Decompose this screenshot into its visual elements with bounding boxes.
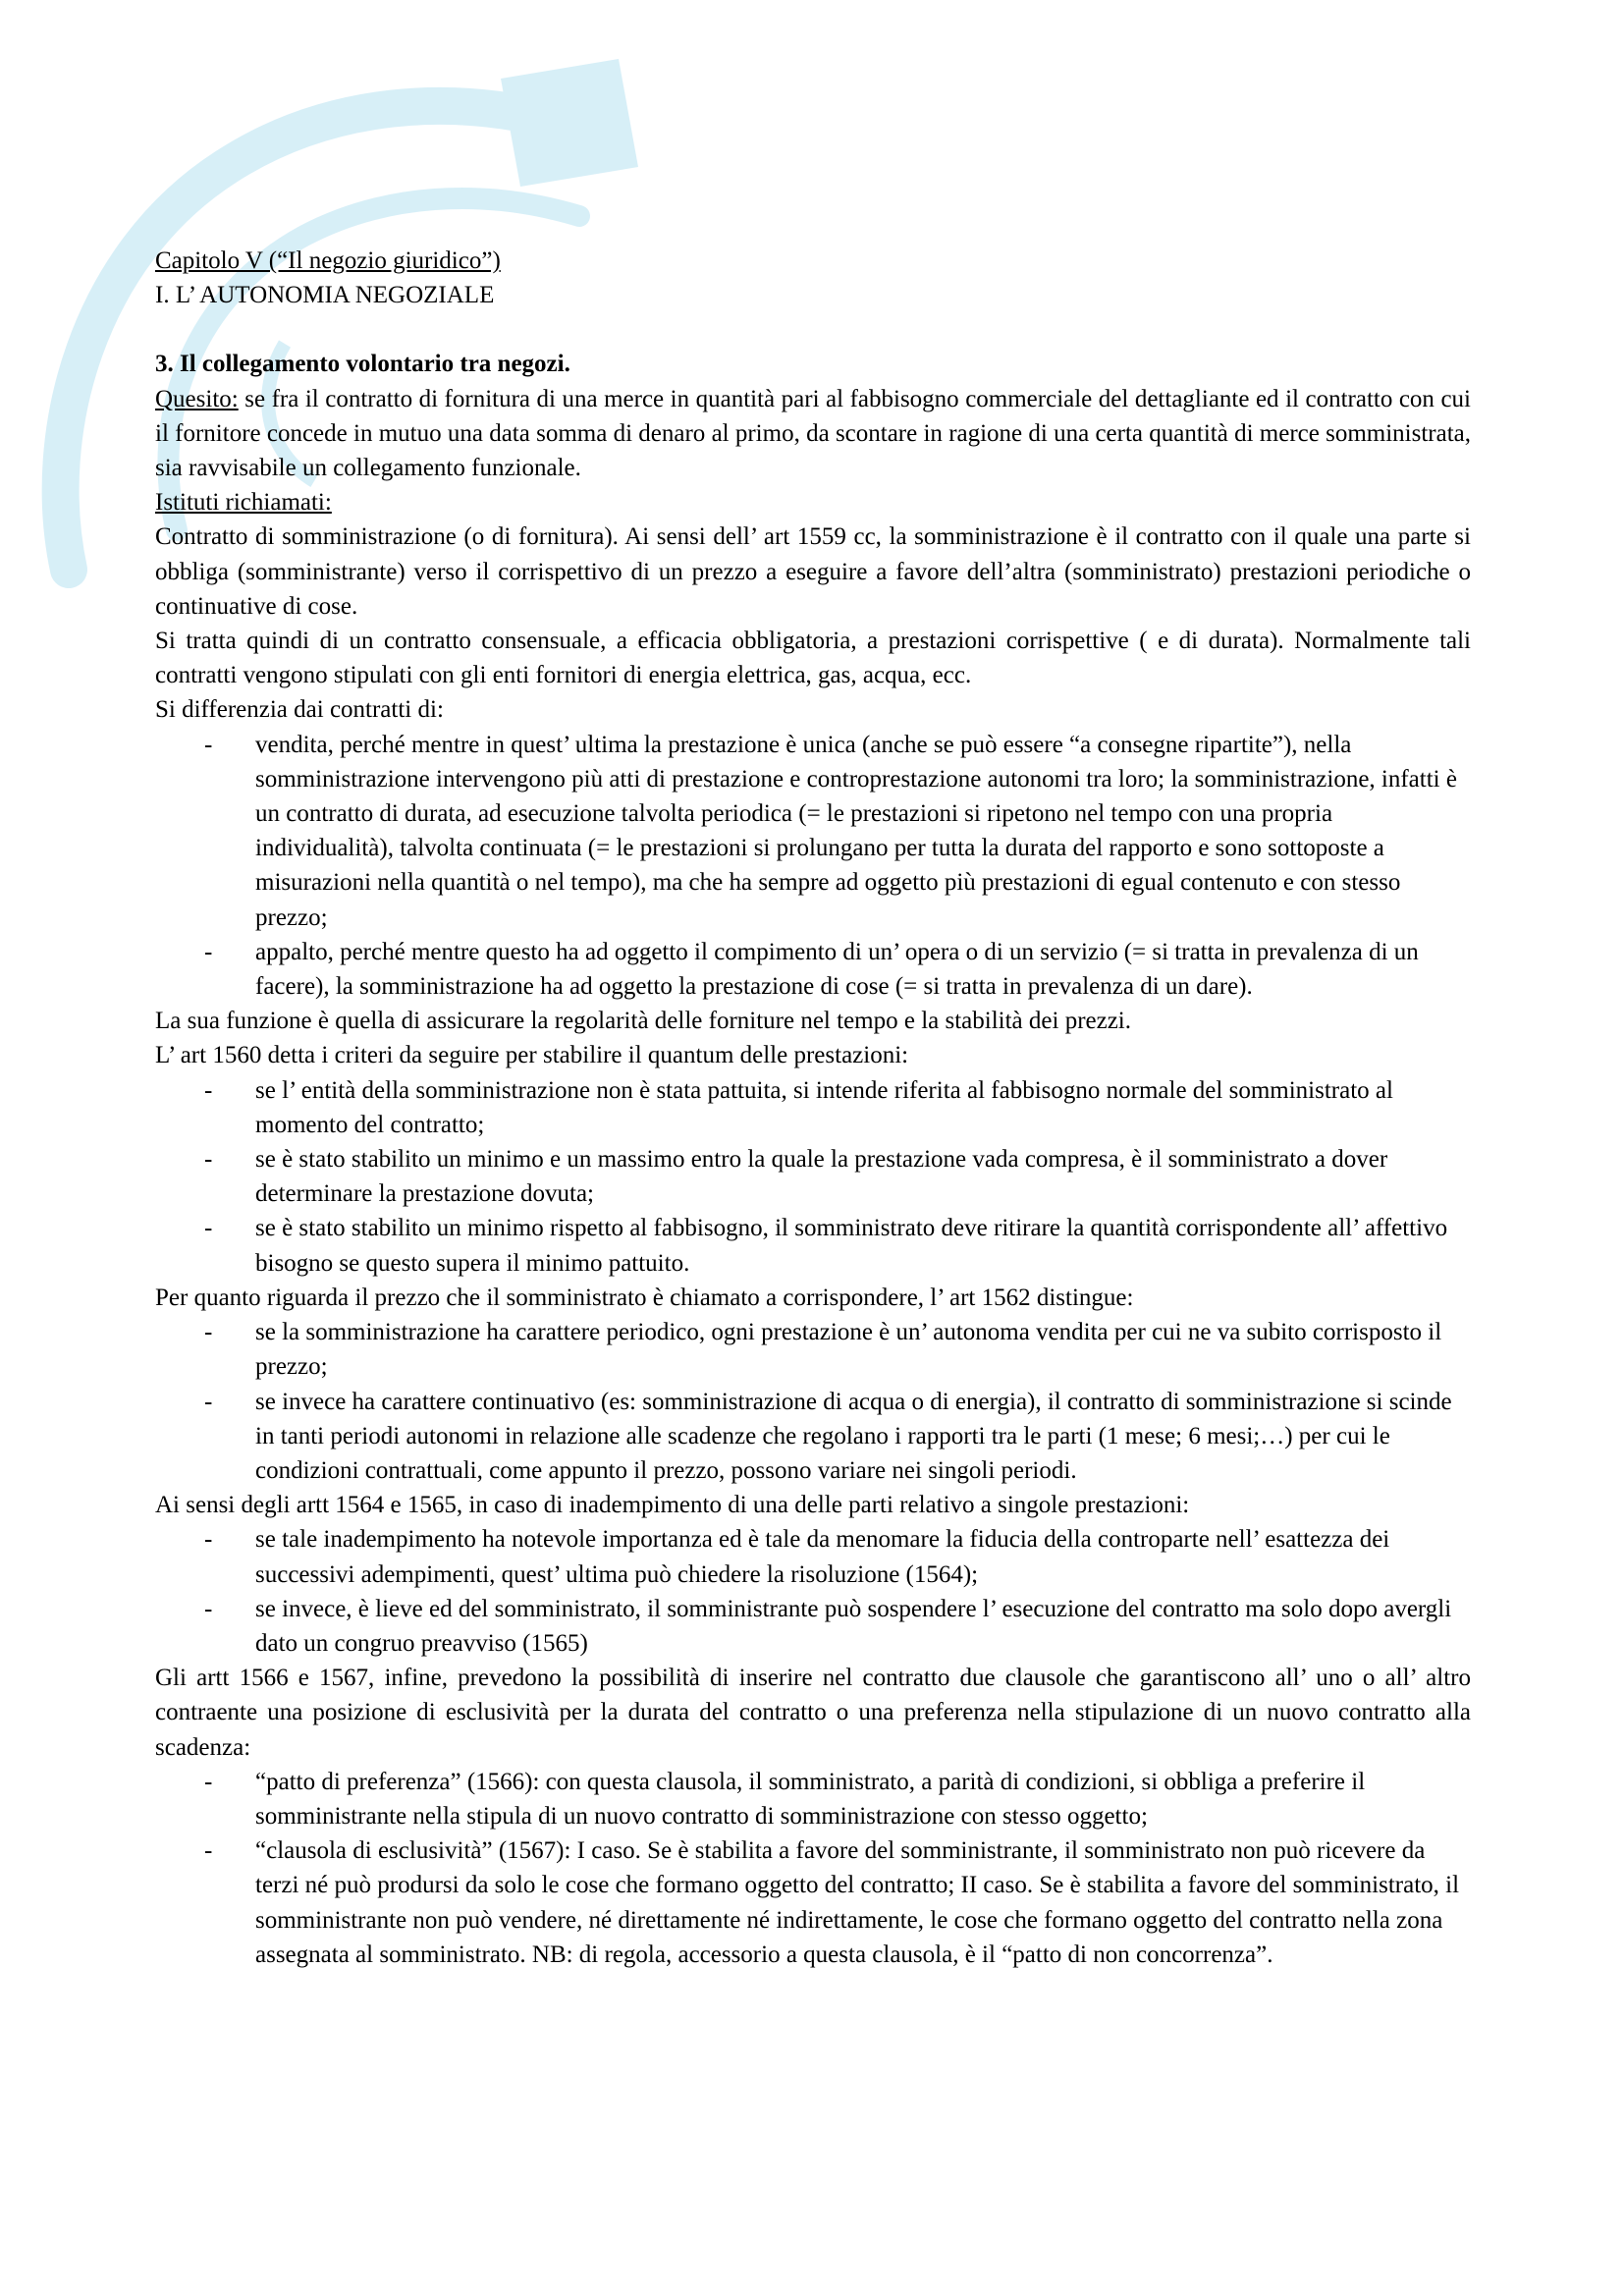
paragraph-inadempimento-intro: Ai sensi degli artt 1564 e 1565, in caso di inadempimento di una delle parti relativo a singole prestazioni: — [155, 1492, 1190, 1519]
list-item: - se è stato stabilito un minimo rispetto al fabbisogno, il somministrato deve ritirare la quantità corrispondente all’ affettivo bisogno se questo supera il minimo pattuito. — [204, 1215, 1448, 1277]
list-item: - appalto, perché mentre questo ha ad oggetto il compimento di un’ opera o di un servizio (= si tratta in prevalenza di un facere), la somministrazione ha ad oggetto la prestazione di cose (= si tratta in prevalenza di un dare). — [204, 938, 1419, 1001]
list-item: - se la somministrazione ha carattere periodico, ogni prestazione è un’ autonoma vendita per cui ne va subito corrisposto il prezzo; — [204, 1319, 1442, 1381]
subsection-title: 3. Il collegamento volontario tra negozi. — [155, 351, 570, 378]
list-item: - se l’ entità della somministrazione non è stata pattuita, si intende riferita al fabbisogno normale del somministrato al momento del contratto; — [204, 1076, 1393, 1138]
paragraph-prezzo-intro: Per quanto riguarda il prezzo che il somministrato è chiamato a corrispondere, l’ art 1562 distingue: — [155, 1284, 1134, 1311]
list-clausole — [155, 1765, 1471, 1972]
quesito-paragraph — [155, 382, 1471, 486]
list-item: - se tale inadempimento ha notevole importanza ed è tale da menomare la fiducia della controparte nell’ esattezza dei successivi adempimenti, quest’ ultima può chiedere la risoluzione (1564); — [204, 1526, 1390, 1588]
list-prezzo — [155, 1315, 1471, 1488]
list-item: - se invece ha carattere continuativo (es: somministrazione di acqua o di energia), il contratto di somministrazione si scinde in tanti periodi autonomi in relazione alle scadenze che regolano i rapporti tra le parti (1 mese; 6 mesi;…) per cui le condizioni contrattuali, come appunto il prezzo, possono variare nei singoli periodi. — [204, 1388, 1452, 1484]
paragraph-natura: Si tratta quindi di un contratto consensuale, a efficacia obbligatoria, a prestazioni corrispettive ( e di durata). Normalmente tali contratti vengono stipulati con gli enti fornitori di energia elettrica, gas, acqua, ecc. — [155, 628, 1471, 689]
quesito-label: Quesito: — [155, 385, 239, 412]
paragraph-quantum-intro: L’ art 1560 detta i criteri da seguire per stabilire il quantum delle prestazioni: — [155, 1042, 909, 1069]
list-item: - vendita, perché mentre in quest’ ultima la prestazione è unica (anche se può essere “a consegne ripartite”), nella somministrazione intervengono più atti di prestazione e controprestazione autonomi tra loro; la somministrazione, infatti è un contratto di durata, ad esecuzione talvolta periodica (= le prestazioni si ripetono nel tempo con una propria individualità), talvolta continuata (= le prestazioni si prolungano per tutta la durata del rapporto e sono sottoposte a misurazioni nella quantità o nel tempo), ma che ha sempre ad oggetto più prestazioni di egual contenuto e con stesso prezzo; — [204, 731, 1457, 931]
list-item: - “patto di preferenza” (1566): con questa clausola, il somministrato, a parità di condizioni, si obbliga a preferire il somministrante nella stipula di un nuovo contratto di somministrazione con stesso oggetto; — [204, 1768, 1366, 1830]
document-page — [155, 244, 1471, 1972]
quesito-text: se fra il contratto di fornitura di una merce in quantità pari al fabbisogno commerciale del dettagliante ed il contratto con cui il fornitore concede in mutuo una data somma di denaro al primo, da scontare in ragione di una certa quantità di merce somministrata, sia ravvisabile un collegamento funzionale. — [155, 385, 1471, 482]
list-differenze — [155, 728, 1471, 1005]
paragraph-clausole-intro: Gli artt 1566 e 1567, infine, prevedono la possibilità di inserire nel contratto due clausole che garantiscono all’ uno o all’ altro contraente una posizione di esclusività per la durata del contratto o una preferenza nella stipulazione di un nuovo contratto alla scadenza: — [155, 1665, 1471, 1761]
paragraph-differenze-intro: Si differenzia dai contratti di: — [155, 696, 444, 724]
list-quantum — [155, 1073, 1471, 1281]
paragraph-funzione: La sua funzione è quella di assicurare la regolarità delle forniture nel tempo e la stabilità dei prezzi. — [155, 1008, 1132, 1035]
list-item: - se è stato stabilito un minimo e un massimo entro la quale la prestazione vada compresa, è il somministrato a dover determinare la prestazione dovuta; — [204, 1146, 1388, 1208]
list-inadempimento — [155, 1522, 1471, 1661]
istituti-label: Istituti richiamati: — [155, 489, 332, 517]
chapter-heading: Capitolo V (“Il negozio giuridico”) — [155, 247, 501, 274]
paragraph-definizione: Contratto di somministrazione (o di fornitura). Ai sensi dell’ art 1559 cc, la somministrazione è il contratto con il quale una parte si obbliga (somministrante) verso il corrispettivo di un prezzo a eseguire a favore dell’altra (somministrato) prestazioni periodiche o continuative di cose. — [155, 523, 1471, 620]
list-item: - “clausola di esclusività” (1567): I caso. Se è stabilita a favore del somministrante, il somministrato non può ricevere da terzi né può prodursi da solo le cose che formano oggetto del contratto; II caso. Se è stabilita a favore del somministrato, il somministrante non può vendere, né direttamente né indirettamente, le cose che formano oggetto del contratto nella zona assegnata al somministrato. NB: di regola, accessorio a questa clausola, è il “patto di non concorrenza”. — [204, 1837, 1460, 1968]
section-heading: I. L’ AUTONOMIA NEGOZIALE — [155, 282, 495, 309]
list-item: - se invece, è lieve ed del somministrato, il somministrante può sospendere l’ esecuzione del contratto ma solo dopo avergli dato un congruo preavviso (1565) — [204, 1595, 1452, 1657]
